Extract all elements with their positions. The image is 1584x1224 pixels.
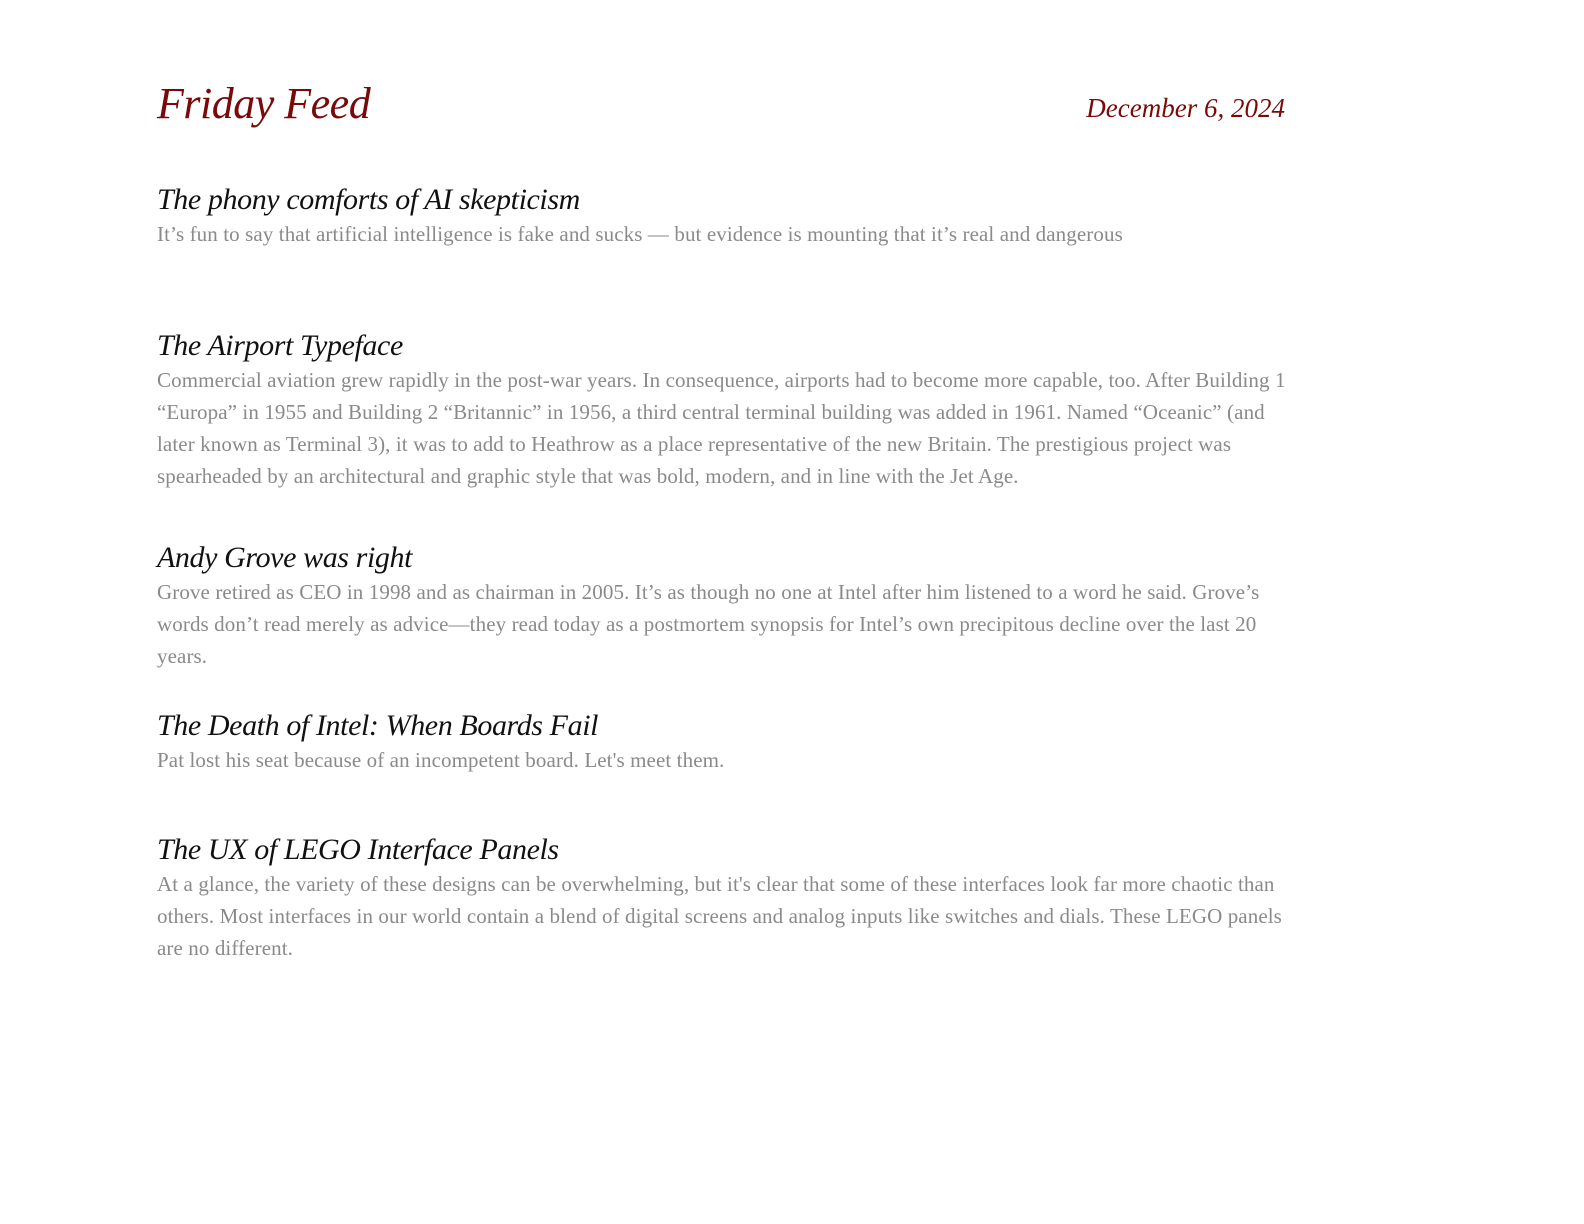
- article-title-link[interactable]: The Airport Typeface: [157, 329, 403, 362]
- article-summary: It’s fun to say that artificial intelligence is fake and sucks — but evidence is mounting that it’s real and dangerous: [157, 222, 1123, 246]
- article-title-link[interactable]: Andy Grove was right: [157, 541, 413, 574]
- feed-date: December 6, 2024: [1086, 93, 1285, 123]
- feed-title: Friday Feed: [157, 79, 371, 128]
- article-item: [157, 540, 1307, 672]
- article-title-link[interactable]: The UX of LEGO Interface Panels: [157, 833, 559, 866]
- article-title-link[interactable]: The phony comforts of AI skepticism: [157, 183, 580, 216]
- article-item: [157, 832, 1307, 964]
- article-summary: Commercial aviation grew rapidly in the post-war years. In consequence, airports had to become more capable, too. After Building 1 “Europa” in 1955 and Building 2 “Britannic” in 1956, a third central terminal building was added in 1961. Named “Oceanic” (and later known as Terminal 3), it was to add to Heathrow as a place representative of the new Britain. The prestigious project was spearheaded by an architectural and graphic style that was bold, modern, and in line with the Jet Age.: [157, 368, 1286, 488]
- feed-page: [157, 78, 1307, 960]
- article-summary: Pat lost his seat because of an incompetent board. Let's meet them.: [157, 748, 725, 772]
- masthead: [157, 78, 1307, 140]
- article-summary: At a glance, the variety of these designs can be overwhelming, but it's clear that some of these interfaces look far more chaotic than others. Most interfaces in our world contain a blend of digital screens and analog inputs like switches and dials. These LEGO panels are no different.: [157, 872, 1282, 960]
- article-item: [157, 182, 1307, 250]
- article-summary: Grove retired as CEO in 1998 and as chairman in 2005. It’s as though no one at Intel after him listened to a word he said. Grove’s words don’t read merely as advice—they read today as a postmortem synopsis for Intel’s own precipitous decline over the last 20 years.: [157, 580, 1260, 668]
- article-item: [157, 328, 1307, 492]
- article-title-link[interactable]: The Death of Intel: When Boards Fail: [157, 709, 599, 742]
- article-item: [157, 708, 1307, 776]
